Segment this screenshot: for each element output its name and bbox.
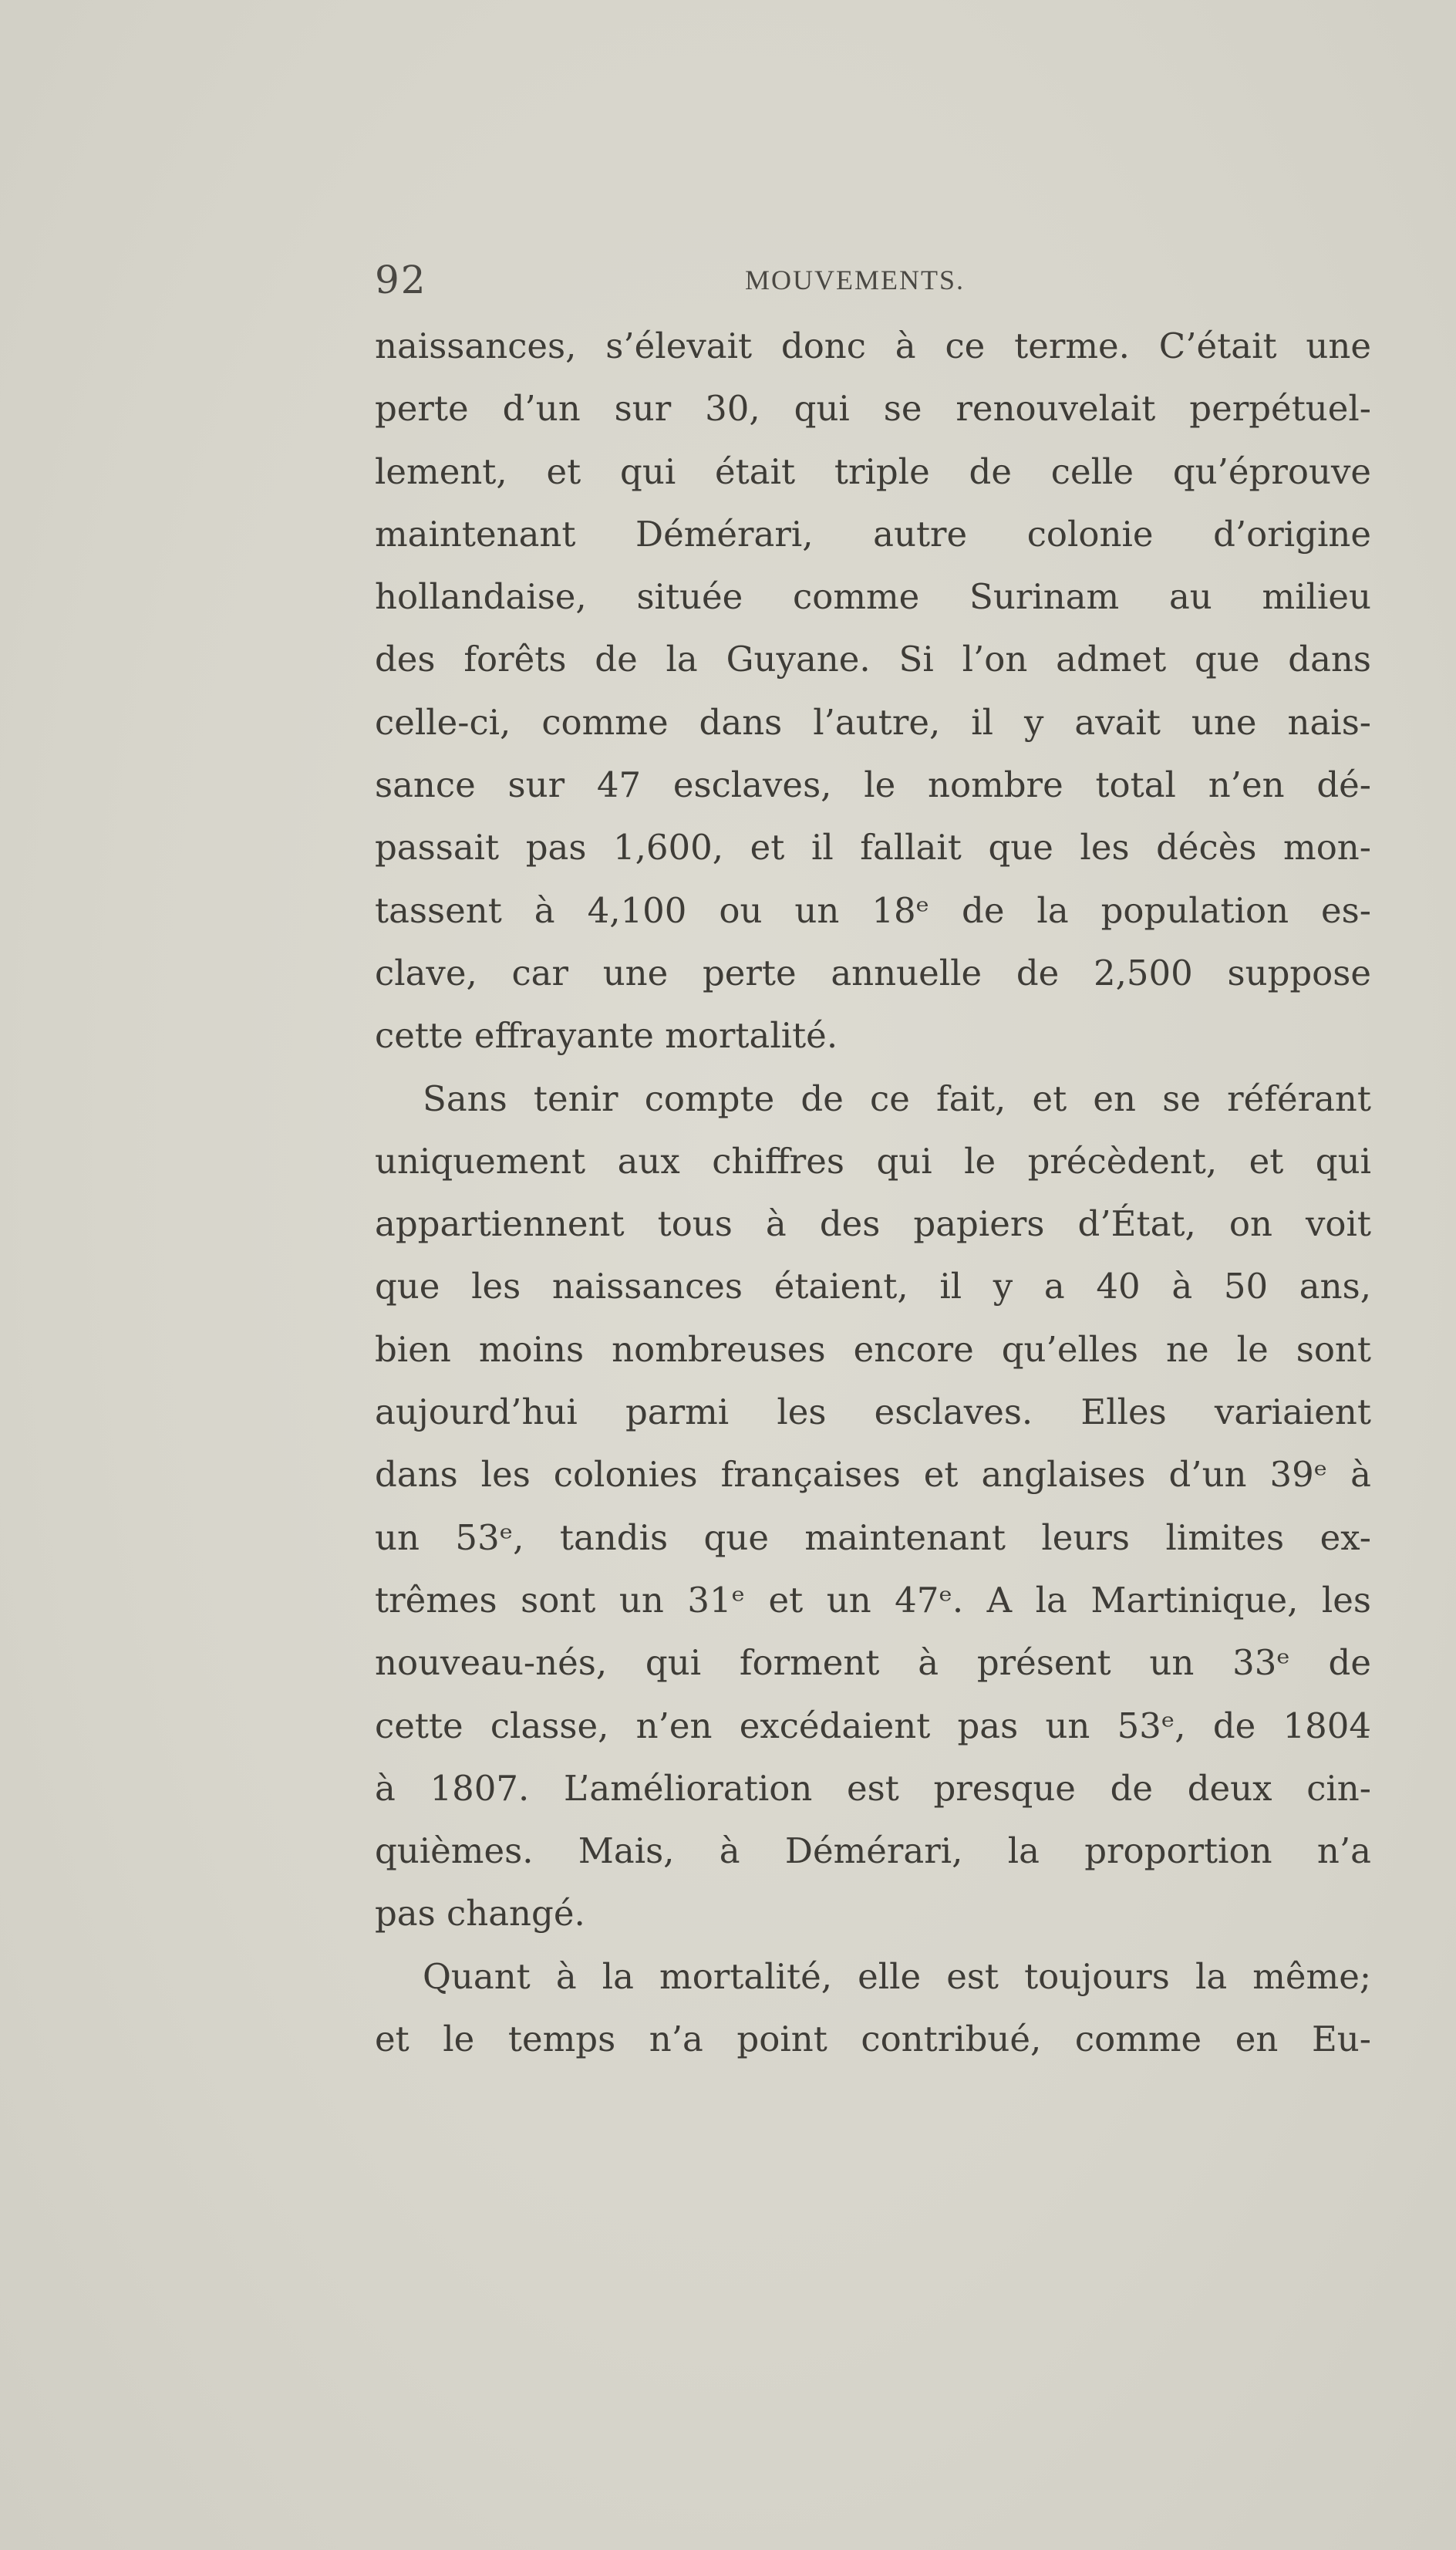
text-line: celle-ci, comme dans l’autre, il y avait une nais- xyxy=(375,701,1371,743)
page-header xyxy=(375,255,1371,301)
text-line: hollandaise, située comme Surinam au milieu xyxy=(375,576,1371,618)
text-line: et le temps n’a point contribué, comme en Eu- xyxy=(375,2019,1371,2060)
text-line: bien moins nombreuses encore qu’elles ne le sont xyxy=(375,1328,1371,1370)
text-line: nouveau-nés, qui forment à présent un 33ᵉ de xyxy=(375,1642,1371,1684)
running-head: MOUVEMENTS. xyxy=(745,265,966,295)
text-line: appartiennent tous à des papiers d’État, on voit xyxy=(375,1203,1371,1245)
text-line: lement, et qui était triple de celle qu’éprouve xyxy=(375,450,1371,492)
text-line: cette effrayante mortalité. xyxy=(375,1015,838,1057)
text-line: perte d’un sur 30, qui se renouvelait perpétuel- xyxy=(375,388,1371,430)
text-line: clave, car une perte annuelle de 2,500 suppose xyxy=(375,952,1371,993)
text-line: cette classe, n’en excédaient pas un 53ᵉ, de 1804 xyxy=(375,1705,1371,1746)
text-line: passait pas 1,600, et il fallait que les décès mon- xyxy=(375,827,1371,869)
text-line: quièmes. Mais, à Démérari, la proportion n’a xyxy=(375,1830,1371,1872)
text-line: que les naissances étaient, il y a 40 à 50 ans, xyxy=(375,1266,1371,1307)
text-line: à 1807. L’amélioration est presque de deux cin- xyxy=(375,1767,1371,1809)
text-line: pas changé. xyxy=(375,1893,585,1934)
text-line: sance sur 47 esclaves, le nombre total n’en dé- xyxy=(375,764,1371,806)
text-line: dans les colonies françaises et anglaises d’un 39ᵉ à xyxy=(375,1454,1371,1496)
text-line: aujourd’hui parmi les esclaves. Elles variaient xyxy=(375,1391,1371,1433)
text-line: maintenant Démérari, autre colonie d’origine xyxy=(375,513,1371,555)
text-line: Sans tenir compte de ce fait, et en se référant xyxy=(423,1078,1371,1119)
text-line: uniquement aux chiffres qui le précèdent, et qui xyxy=(375,1140,1371,1182)
text-line: naissances, s’élevait donc à ce terme. C’était une xyxy=(375,325,1371,366)
body-text xyxy=(375,315,1371,2070)
text-line: Quant à la mortalité, elle est toujours la même; xyxy=(423,1955,1371,1997)
text-line: des forêts de la Guyane. Si l’on admet que dans xyxy=(375,639,1371,680)
text-line: tassent à 4,100 ou un 18ᵉ de la population es- xyxy=(375,889,1371,931)
page-number: 92 xyxy=(375,258,427,302)
text-line: un 53ᵉ, tandis que maintenant leurs limites ex- xyxy=(375,1516,1371,1558)
text-line: trêmes sont un 31ᵉ et un 47ᵉ. A la Martinique, les xyxy=(375,1579,1371,1621)
